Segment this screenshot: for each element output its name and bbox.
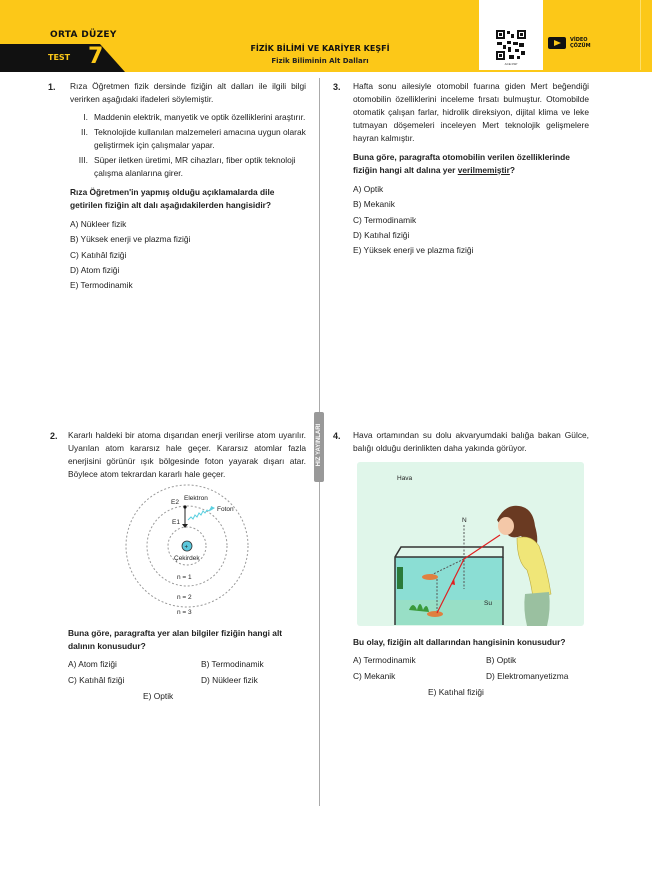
question-2-bottom: [68, 627, 306, 703]
question-2: [68, 429, 306, 481]
stem-text: Buna göre, paragrafta otomobilin verilen özelliklerinde fiziğin hangi alt dalına yer: [353, 152, 570, 175]
question-1: [70, 80, 306, 294]
option-b[interactable]: B) Optik: [486, 655, 517, 665]
electron-icon: [183, 505, 186, 508]
question-3: [353, 80, 589, 259]
e1-label: E1: [172, 519, 180, 526]
option-e[interactable]: E) Termodinamik: [70, 280, 133, 291]
page-title: FİZİK BİLİMİ VE KARİYER KEŞFİ: [250, 44, 390, 53]
option-b[interactable]: B) Mekanik: [353, 199, 395, 210]
aquarium-figure: [357, 462, 584, 626]
question-1-number: 1.: [48, 82, 56, 92]
option-c[interactable]: C) Katıhâl fiziği: [68, 675, 125, 685]
statement-roman: III.: [78, 155, 88, 165]
photon-arrow-icon: [210, 506, 215, 511]
n3-label: n = 3: [177, 609, 192, 616]
solution-label: ÇÖZÜM: [570, 43, 591, 49]
qr-caption: ACE 0SP: [504, 62, 518, 66]
option-d[interactable]: D) Katıhal fiziği: [353, 229, 410, 240]
option-d[interactable]: D) Nükleer fizik: [201, 675, 258, 685]
option-c[interactable]: C) Katıhâl fiziği: [70, 249, 127, 260]
air-label: Hava: [397, 475, 413, 482]
normal-label: N: [462, 517, 467, 524]
nucleus-label: Çekirdek: [174, 555, 200, 562]
e2-label: E2: [171, 499, 179, 506]
question-1-statements: [74, 111, 306, 180]
statement-roman: II.: [81, 127, 88, 137]
plus-icon: +: [184, 544, 189, 551]
option-c[interactable]: C) Termodinamik: [353, 214, 417, 225]
option-a[interactable]: A) Nükleer fizik: [70, 219, 127, 229]
question-1-options: [70, 218, 306, 292]
electron-label: Elektron: [184, 495, 208, 502]
n1-label: n = 1: [177, 574, 192, 581]
statement-item: [74, 126, 306, 152]
atom-diagram: [118, 480, 258, 620]
real-fish-icon: [427, 611, 443, 617]
option-e[interactable]: E) Katıhal fiziği: [428, 687, 484, 697]
question-2-number: 2.: [50, 431, 58, 441]
option-a[interactable]: A) Termodinamik: [353, 655, 416, 665]
question-3-text: Hafta sonu ailesiyle otomobil fuarına giden Mert beğendiği otomobilin özelliklerini inceleme fırsatı bulmuştur. Otomobilde otomatik çalışan farlar, hidrolik direksiyon, dijital klima ve leke tutmayan döşemeleri inceleyen Mert teknolojik gelişmelere hayran kalmıştır.: [353, 81, 589, 143]
question-4-number: 4.: [333, 431, 341, 441]
option-d[interactable]: D) Elektromanyetizma: [486, 671, 569, 681]
difficulty-level: ORTA DÜZEY: [50, 30, 117, 40]
statement-text: Teknolojide kullanılan malzemeleri amacına uygun olarak geliştirmek için çalışmalar yapar.: [94, 127, 306, 150]
stem-emphasis: verilmemiştir: [457, 165, 510, 175]
question-3-number: 3.: [333, 82, 341, 92]
n2-label: n = 2: [177, 594, 192, 601]
question-3-options: [353, 183, 589, 257]
video-solution-button[interactable]: [548, 37, 591, 49]
statement-item: [74, 111, 306, 124]
question-1-stem: Rıza Öğretmen'in yapmış olduğu açıklamalarda dile getirilen fiziğin alt dalı aşağıdakilerden hangisidir?: [70, 187, 275, 210]
option-c[interactable]: C) Mekanik: [353, 671, 396, 681]
option-a[interactable]: A) Optik: [353, 184, 384, 194]
question-4-text: Hava ortamından su dolu akvaryumdaki balığa bakan Gülce, balığı olduğu derinlikten daha yakında görüyor.: [353, 430, 589, 453]
pants: [524, 592, 549, 626]
question-2-text: Kararlı haldeki bir atoma dışarıdan enerji verilirse atom uyarılır. Uyarılan atom kararsız hale geçer. Kararsız atomlar fazla enerjisini görünür ışık bölgesinde foton yayarak dışarı atar. Böylece atom tekrardan kararlı hale geçer.: [68, 430, 306, 479]
page-subtitle: Fizik Biliminin Alt Dalları: [271, 57, 369, 65]
question-2-stem: Buna göre, paragrafta yer alan bilgiler fiziğin hangi alt dalının konusudur?: [68, 628, 283, 651]
test-label: TEST: [48, 53, 71, 62]
publisher-name: HIZ YAYINLARI: [316, 423, 322, 467]
face: [498, 517, 514, 535]
question-4-stem: Bu olay, fiziğin alt dallarından hangisinin konusudur?: [353, 637, 566, 647]
water-label: Su: [484, 600, 492, 607]
filter-icon: [397, 567, 403, 589]
question-4-options: [353, 654, 589, 699]
photon-wave: [188, 508, 211, 520]
statement-text: Süper iletken üretimi, MR cihazları, fiber optik teknoloji çalışma alanlarına girer.: [94, 155, 296, 178]
header-divider: [640, 0, 641, 70]
option-d[interactable]: D) Atom fiziği: [70, 264, 120, 275]
statement-item: [74, 154, 306, 180]
question-3-stem: [353, 151, 589, 177]
video-label: VİDEO: [570, 37, 588, 43]
question-1-text: Rıza Öğretmen fizik dersinde fiziğin alt dalları ile ilgili bilgi verirken aşağıdaki ifadeleri söylemiştir.: [70, 81, 306, 104]
option-b[interactable]: B) Yüksek enerji ve plazma fiziği: [70, 234, 191, 245]
qr-code-icon[interactable]: [495, 29, 527, 61]
question-2-options: [68, 658, 306, 703]
option-a[interactable]: A) Atom fiziği: [68, 659, 117, 669]
option-b[interactable]: B) Termodinamik: [201, 659, 264, 669]
test-number: 7: [88, 44, 104, 69]
option-e[interactable]: E) Yüksek enerji ve plazma fiziği: [353, 245, 474, 256]
publisher-badge: [314, 412, 324, 482]
statement-roman: I.: [83, 112, 88, 122]
option-e[interactable]: E) Optik: [143, 691, 174, 701]
play-icon: [548, 37, 566, 49]
question-4: [353, 429, 589, 455]
statement-text: Maddenin elektrik, manyetik ve optik özelliklerini araştırır.: [94, 112, 306, 122]
question-4-bottom: [353, 636, 589, 699]
photon-label: Foton: [217, 506, 234, 513]
image-fish-icon: [422, 574, 438, 580]
stem-end: ?: [509, 165, 515, 175]
